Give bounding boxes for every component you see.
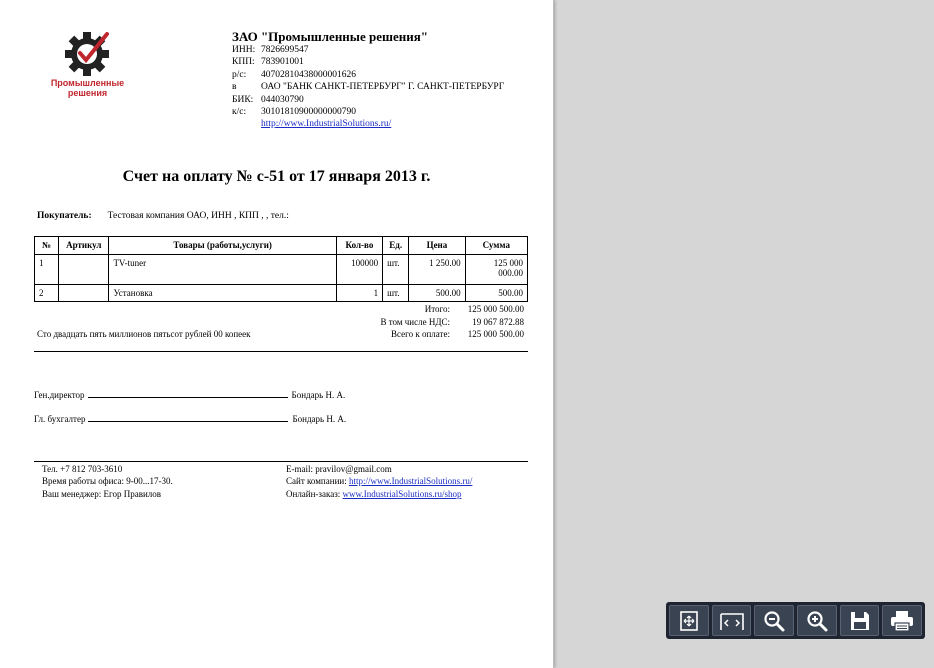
table-header-row — [35, 237, 528, 255]
zoom-in-button[interactable] — [797, 605, 837, 636]
col-header-article: Артикул — [59, 237, 109, 255]
fit-width-icon — [719, 610, 745, 632]
signature-line — [88, 421, 288, 422]
accountant-label: Гл. бухгалтер — [34, 414, 86, 424]
director-name: Бондарь Н. А. — [291, 390, 346, 400]
col-header-number: № — [35, 237, 59, 255]
save-button[interactable] — [840, 605, 880, 636]
vat-value: 19 067 872.88 — [472, 316, 524, 327]
subtotal-value: 125 000 500.00 — [467, 304, 524, 314]
footer-divider — [34, 461, 528, 462]
amount-in-words: Сто двадцать пять миллионов пятьсот рублей 00 копеек — [37, 329, 251, 339]
requisite-row: к/с: 30101810900000000790 — [232, 107, 356, 118]
table-row: 1 TV-tuner 100000 шт. 1 250.00 125 000 000.00 — [35, 255, 528, 285]
zoom-in-icon — [805, 609, 829, 633]
col-header-sum: Сумма — [465, 237, 527, 255]
buyer-line — [37, 211, 289, 221]
accountant-signature — [34, 414, 346, 424]
footer-online — [286, 463, 472, 500]
footer-manager: Ваш менеджер: Егор Правилов — [42, 488, 161, 499]
requisite-row: БИК: 044030790 — [232, 94, 304, 105]
col-header-goods: Товары (работы,услуги) — [109, 237, 336, 255]
col-header-price: Цена — [409, 237, 465, 255]
total-value: 125 000 500.00 — [467, 329, 524, 339]
print-icon — [890, 610, 914, 632]
director-label: Ген.директор — [34, 390, 85, 400]
company-name: ЗАО "Промышленные решения" — [232, 29, 428, 44]
viewer-toolbar — [666, 602, 925, 639]
requisite-row: р/с: 40702810438000001626 — [232, 69, 356, 80]
footer-site-label: Сайт компании: — [286, 476, 347, 487]
director-signature — [34, 390, 345, 400]
vat-label: В том числе НДС: — [380, 316, 450, 327]
footer-shop-link[interactable]: www.IndustrialSolutions.ru/shop — [342, 488, 462, 499]
items-table — [34, 236, 528, 302]
accountant-name: Бондарь Н. А. — [292, 414, 347, 424]
footer-site-link[interactable]: http://www.IndustrialSolutions.ru/ — [348, 476, 473, 487]
company-website-link[interactable]: http://www.IndustrialSolutions.ru/ — [261, 119, 392, 130]
fit-width-button[interactable] — [712, 605, 752, 636]
fit-page-icon — [678, 610, 700, 632]
logo-text-line2: решения — [67, 88, 108, 98]
save-icon — [849, 610, 871, 632]
total-label: Всего к оплате: — [391, 329, 450, 339]
col-header-unit: Ед. — [383, 237, 409, 255]
company-requisites — [232, 44, 504, 131]
col-header-qty: Кол-во — [336, 237, 382, 255]
requisite-row: КПП: 783901001 — [232, 57, 304, 68]
footer-email: E-mail: pravilov@gmail.com — [286, 464, 392, 474]
totals-block — [330, 303, 524, 341]
divider — [34, 351, 528, 352]
footer-phone: Тел. +7 812 703-3610 — [42, 464, 123, 474]
footer-shop-label: Онлайн-заказ: — [286, 488, 341, 499]
fit-page-button[interactable] — [669, 605, 709, 636]
logo-text-line1: Промышленные — [50, 78, 125, 88]
requisite-row: в ОАО "БАНК САНКТ-ПЕТЕРБУРГ" Г. САНКТ-ПЕТЕРБУРГ — [232, 82, 505, 93]
zoom-out-icon — [762, 609, 786, 633]
table-row: 2 Установка 1 шт. 500.00 500.00 — [35, 285, 528, 302]
subtotal-label: Итого: — [424, 304, 450, 314]
buyer-value: Тестовая компания ОАО, ИНН , КПП , , тел.: — [107, 211, 289, 221]
footer-contacts — [42, 463, 173, 500]
footer-hours: Время работы офиса: 9-00...17-30. — [42, 476, 173, 487]
invoice-title: Счет на оплату № с-51 от 17 января 2013 г. — [122, 168, 431, 185]
print-button[interactable] — [882, 605, 922, 636]
buyer-label: Покупатель: — [37, 211, 92, 221]
company-logo — [40, 30, 135, 110]
gear-check-icon — [40, 30, 135, 78]
signature-line — [88, 397, 288, 398]
requisite-row: ИНН: 7826699547 — [232, 45, 309, 55]
zoom-out-button[interactable] — [754, 605, 794, 636]
